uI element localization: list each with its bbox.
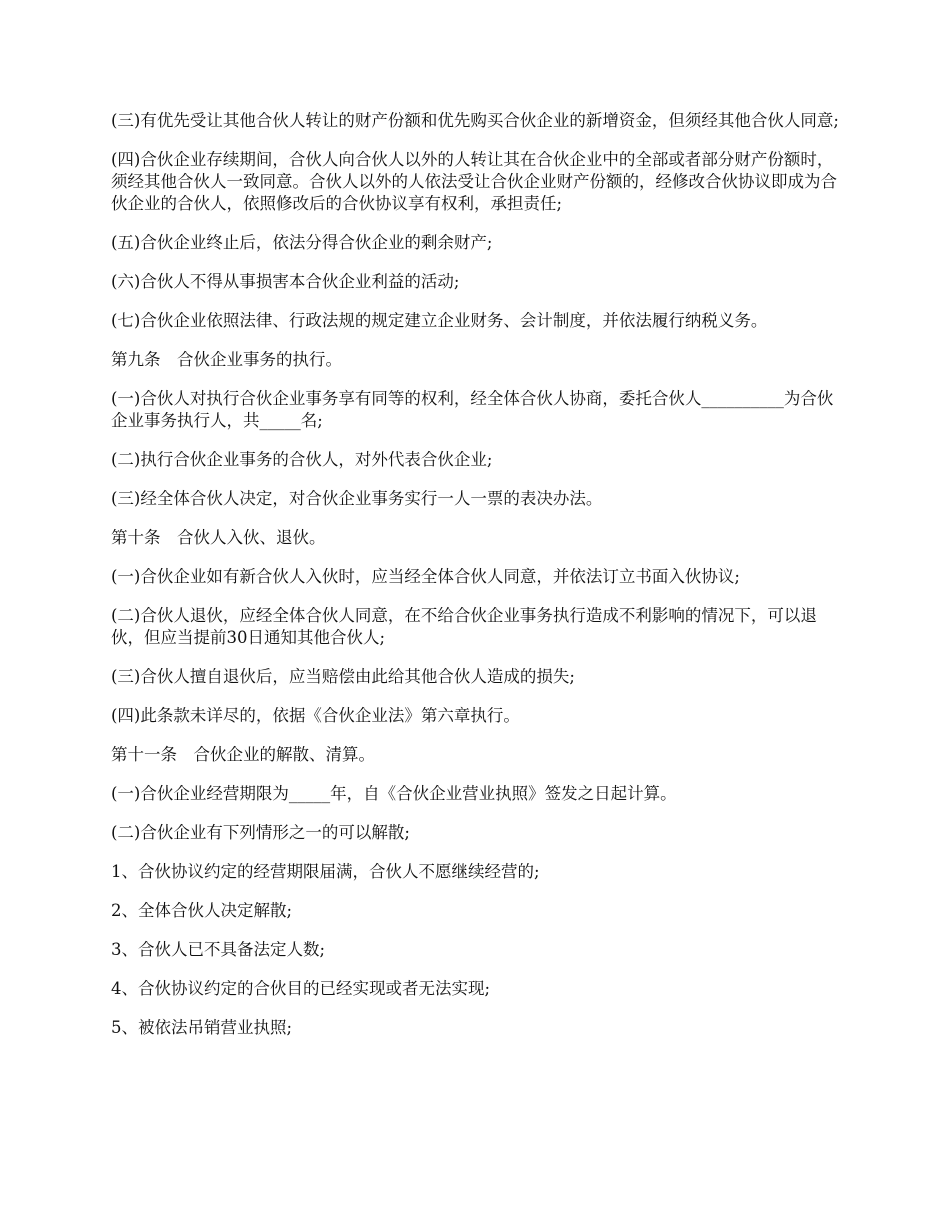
article-10-item-2: (二)合伙人退伙，应经全体合伙人同意，在不给合伙企业事务执行造成不利影响的情况下，可以退伙，但应当提前30日通知其他合伙人; <box>111 606 817 647</box>
article-10-item-4: (四)此条款未详尽的，依据《合伙企业法》第六章执行。 <box>111 706 520 725</box>
dissolution-condition-5: 5、被依法吊销营业执照; <box>111 1018 293 1037</box>
dissolution-condition-3: 3、合伙人已不具备法定人数; <box>111 940 326 959</box>
document-page <box>111 110 846 1056</box>
paragraph-7-accounting-tax: (七)合伙企业依照法律、行政法规的规定建立企业财务、会计制度，并依法履行纳税义务。 <box>111 311 768 330</box>
article-10-item-3: (三)合伙人擅自退伙后，应当赔偿由此给其他合伙人造成的损失; <box>111 667 575 686</box>
article-10-item-1: (一)合伙企业如有新合伙人入伙时，应当经全体合伙人同意，并依法订立书面入伙协议; <box>111 567 740 586</box>
paragraph-5-remaining-assets: (五)合伙企业终止后，依法分得合伙企业的剩余财产; <box>111 233 493 252</box>
article-11-item-2: (二)合伙企业有下列情形之一的可以解散; <box>111 823 410 842</box>
dissolution-condition-1: 1、合伙协议约定的经营期限届满，合伙人不愿继续经营的; <box>111 862 540 881</box>
paragraph-4-share-transfer: (四)合伙企业存续期间，合伙人向合伙人以外的人转让其在合伙企业中的全部或者部分财产份额时，须经其他合伙人一致同意。合伙人以外的人依法受让合伙企业财产份额的，经修改合伙协议即成为合伙企业的合伙人，依照修改后的合伙协议享有权利，承担责任; <box>111 150 837 213</box>
dissolution-condition-2: 2、全体合伙人决定解散; <box>111 901 293 920</box>
article-9-item-2: (二)执行合伙企业事务的合伙人，对外代表合伙企业; <box>111 450 493 469</box>
article-9-item-1: (一)合伙人对执行合伙企业事务享有同等的权利，经全体合伙人协商，委托合伙人__________为合伙企业事务执行人，共_____名; <box>111 389 834 430</box>
dissolution-condition-4: 4、合伙协议约定的合伙目的已经实现或者无法实现; <box>111 979 491 998</box>
article-9-item-3: (三)经全体合伙人决定，对合伙企业事务实行一人一票的表决办法。 <box>111 489 603 508</box>
paragraph-3-right-of-first-refusal: (三)有优先受让其他合伙人转让的财产份额和优先购买合伙企业的新增资金，但须经其他合伙人同意; <box>111 111 839 130</box>
article-11-heading: 第十一条 合伙企业的解散、清算。 <box>111 745 375 764</box>
paragraph-6-no-harmful-activities: (六)合伙人不得从事损害本合伙企业利益的活动; <box>111 272 460 291</box>
article-10-heading: 第十条 合伙人入伙、退伙。 <box>111 528 326 547</box>
article-11-item-1: (一)合伙企业经营期限为_____年，自《合伙企业营业执照》签发之日起计算。 <box>111 784 677 803</box>
article-9-heading: 第九条 合伙企业事务的执行。 <box>111 350 342 369</box>
